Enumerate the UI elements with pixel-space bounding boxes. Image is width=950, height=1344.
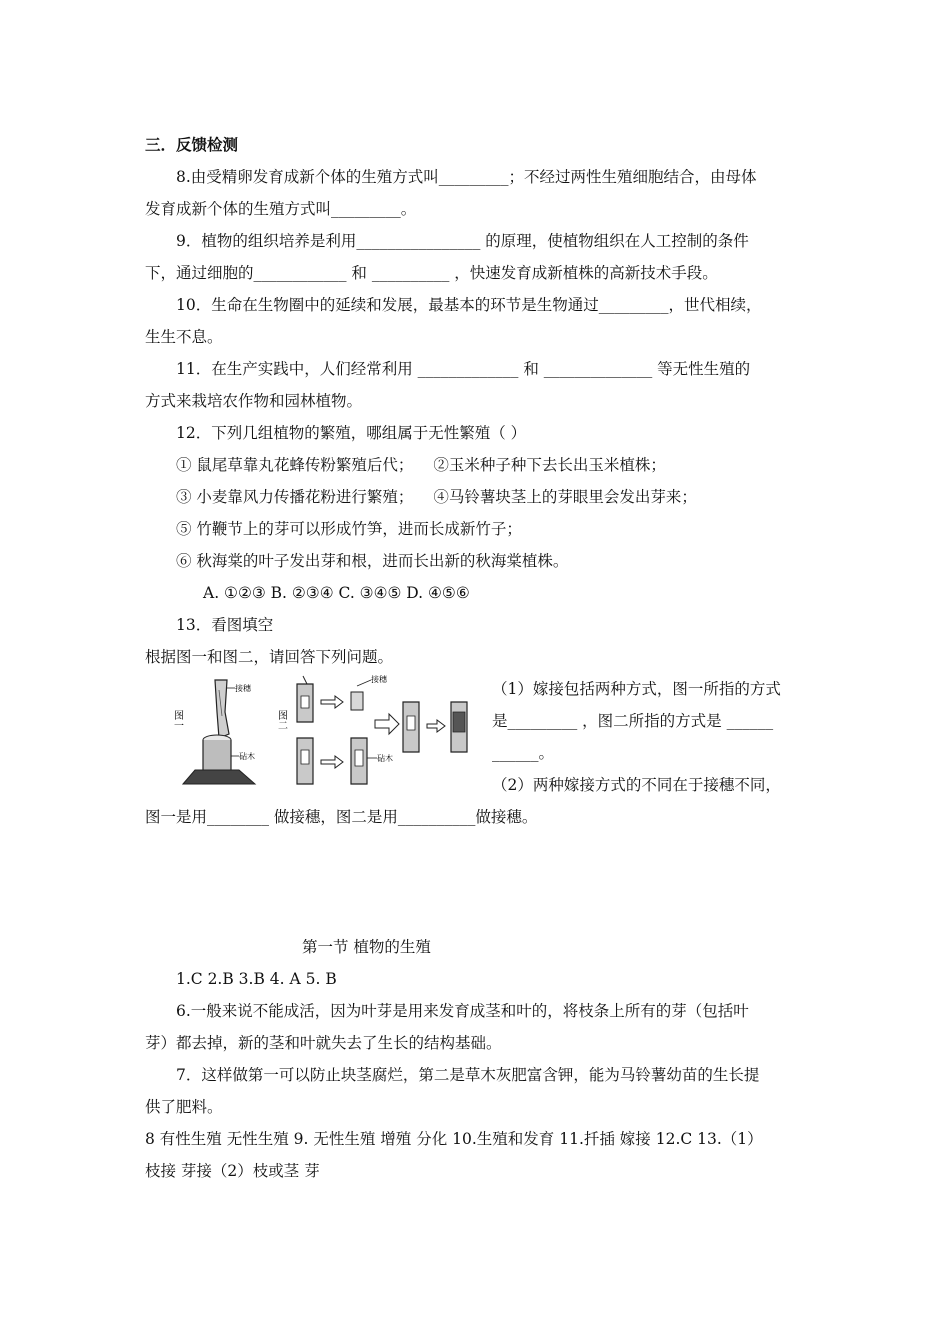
fig2-combined xyxy=(403,702,419,752)
answers-title: 第一节 植物的生殖 xyxy=(302,938,431,956)
arrow-icon xyxy=(427,720,445,732)
q13-p1-line2: 是_________ ，图二所指的方式是 ______ xyxy=(492,712,774,730)
grafting-figure xyxy=(171,672,485,790)
q12-option-3: ③ 小麦靠风力传播花粉进行繁殖； xyxy=(176,488,414,506)
q13-title: 13．看图填空 xyxy=(176,616,274,634)
q9-line2: 下，通过细胞的____________ 和 __________ ，快速发育成新植株的高新技术手段。 xyxy=(145,264,718,282)
fig1-stock-label: 砧木 xyxy=(239,752,255,761)
answer7-line1: 7．这样做第一可以防止块茎腐烂，第二是草木灰肥富含钾，能为马铃薯幼苗的生长提 xyxy=(176,1066,760,1084)
answer8-line2: 枝接 芽接（2）枝或茎 芽 xyxy=(145,1162,320,1180)
q12-option-4: ④马铃薯块茎上的芽眼里会发出芽来； xyxy=(433,488,697,506)
q10-line1: 10．生命在生物圈中的延续和发展，最基本的环节是生物通过_________，世代相续， xyxy=(176,296,762,314)
arrow-icon xyxy=(321,756,343,768)
fig2-label: 图二 xyxy=(275,710,287,730)
fig2-branch-top xyxy=(297,676,313,722)
q12-option-5: ⑤ 竹鞭节上的芽可以形成竹笋，进而长成新竹子； xyxy=(176,520,522,538)
q13-p1-line3: ______。 xyxy=(492,744,555,762)
fig2-scion-label: 接穗 xyxy=(371,675,387,684)
fig2-bud xyxy=(351,680,371,710)
q13-p2-line1: （2）两种嫁接方式的不同在于接穗不同， xyxy=(492,776,781,794)
q11-line2: 方式来栽培农作物和园林植物。 xyxy=(145,392,363,410)
answers-line1: 1.C 2.B 3.B 4. A 5. B xyxy=(176,970,337,988)
fig2-stock-bottom xyxy=(297,738,313,784)
grafting-illustration xyxy=(171,672,485,790)
q11-line1: 11．在生产实践中，人们经常利用 _____________ 和 ______________ 等无性生殖的 xyxy=(176,360,751,378)
fig1-label: 图一 xyxy=(171,710,183,730)
q9-line1: 9．植物的组织培养是利用________________ 的原理，使植物组织在人工控制的条件 xyxy=(176,232,749,250)
arrow-icon xyxy=(375,714,399,734)
fig1-scion-label: 接穗 xyxy=(235,684,251,693)
answer7-line2: 供了肥料。 xyxy=(145,1098,223,1116)
q8-line2: 发育成新个体的生殖方式叫_________。 xyxy=(145,200,417,218)
answer8-line1: 8 有性生殖 无性生殖 9. 无性生殖 增殖 分化 10.生殖和发育 11.扦插 嫁接 12.C 13.（1） xyxy=(145,1130,763,1148)
q12-option-2: ②玉米种子种下去长出玉米植株； xyxy=(433,456,666,474)
q13-intro: 根据图一和图二，请回答下列问题。 xyxy=(145,648,394,666)
q12-option-row-2 xyxy=(176,486,697,508)
fig1-scion xyxy=(215,680,235,738)
answer6-line2: 芽）都去掉，新的茎和叶就失去了生长的结构基础。 xyxy=(145,1034,502,1052)
q13-p1-line1: （1）嫁接包括两种方式，图一所指的方式 xyxy=(492,680,781,698)
section-heading: 三．反馈检测 xyxy=(145,136,239,154)
fig2-stock-cut xyxy=(351,738,377,784)
fig2-stock-label: 砧木 xyxy=(377,754,393,763)
fig2-bound xyxy=(451,702,467,752)
q12-option-1: ① 鼠尾草靠丸花蜂传粉繁殖后代； xyxy=(176,456,414,474)
q13-p2-line2: 图一是用________ 做接穗，图二是用__________做接穗。 xyxy=(145,808,538,826)
q8-line1: 8.由受精卵发育成新个体的生殖方式叫_________；不经过两性生殖细胞结合，由母体 xyxy=(176,168,757,186)
q12-option-row-1 xyxy=(176,454,666,476)
q12-choices: A. ①②③ B. ②③④ C. ③④⑤ D. ④⑤⑥ xyxy=(203,584,470,602)
q12-stem: 12．下列几组植物的繁殖，哪组属于无性繁殖（ ） xyxy=(176,424,527,442)
answer6-line1: 6.一般来说不能成活，因为叶芽是用来发育成茎和叶的，将枝条上所有的芽（包括叶 xyxy=(176,1002,749,1020)
arrow-icon xyxy=(321,696,343,708)
q10-line2: 生生不息。 xyxy=(145,328,223,346)
q12-option-6: ⑥ 秋海棠的叶子发出芽和根，进而长出新的秋海棠植株。 xyxy=(176,552,569,570)
